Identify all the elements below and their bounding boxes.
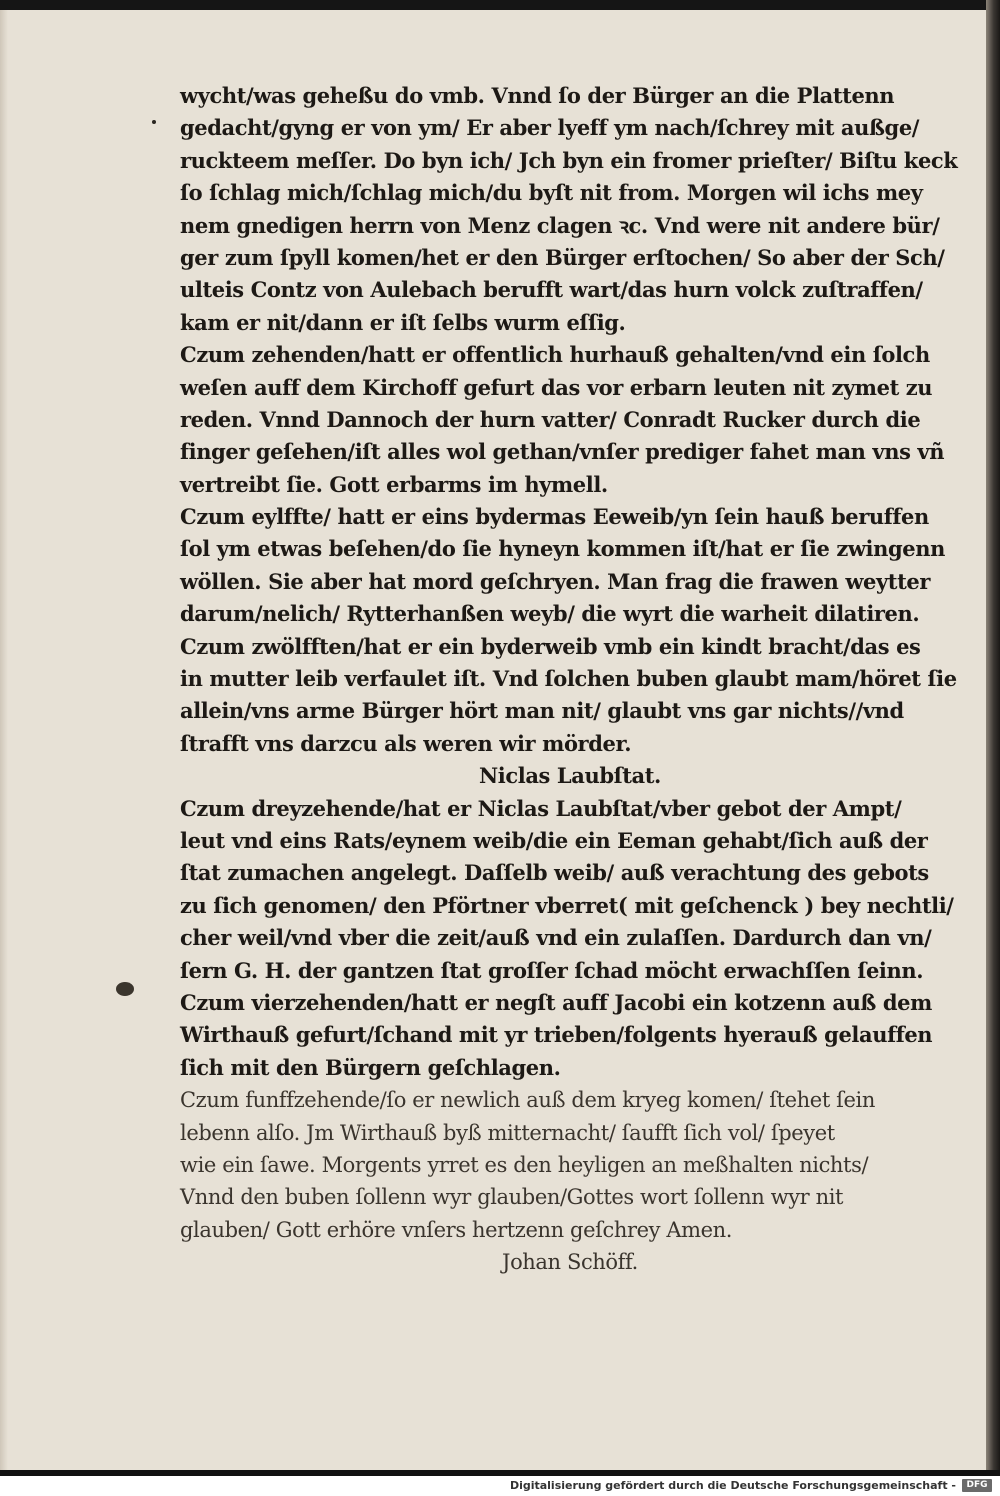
dfg-logo-icon: DFG [962,1479,992,1492]
text-line: Czum vierzehenden/hatt er negſt auff Jacobi ein kotzenn auß dem [180,989,932,1015]
footer-credit: Digitalisierung gefördert durch die Deutsche Forschungsgemeinschaft - [509,1479,956,1492]
text-line: ſich mit den Bürgern geſchlagen. [180,1054,561,1080]
digitization-footer [0,1476,1000,1496]
text-line: Czum eylffte/ hatt er eins bydermas Eeweib/yn ſein hauß beruffen [180,504,929,530]
text-line: wycht/was geheßu do vmb. Vnnd ſo der Bürger an die Plattenn [180,83,895,108]
text-line: vertreibt ſie. Gott erbarms im hymell. [180,471,608,497]
ink-speck [152,120,156,124]
text-line: ſtrafft vns darzcu als weren wir mörder. [180,730,632,756]
text-line: darum/nelich/ Rytterhanßen weyb/ die wyrt die warheit dilatiren. [180,601,920,627]
page-text-block [180,80,980,1278]
text-line: ulteis Contz von Aulebach berufft wart/das hurn volck zuſtraffen/ [180,277,923,303]
text-line: ſtat zumachen angelegt. Daſſelb weib/ auß verachtung des gebots [180,860,929,886]
text-line: ruckteem meſſer. Do byn ich/ Jch byn ein fromer prieſter/ Biſtu keck [180,147,958,173]
text-line: ſol ym etwas beſehen/do ſie hyneyn kommen iſt/hat er ſie zwingenn [180,536,945,562]
text-line: Czum funffzehende/ſo er newlich auß dem kryeg komen/ ſtehet ſein [180,1088,875,1113]
scan-right-edge [986,0,1000,1470]
text-line: Czum dreyzehende/hat er Niclas Laubſtat/vber gebot der Ampt/ [180,795,902,821]
text-line: ſern G. H. der gantzen ſtat groſſer ſchad möcht erwachſſen ſeinn. [180,957,924,983]
text-line: ger zum ſpyll komen/het er den Bürger erſtochen/ So aber der Sch/ [180,244,945,270]
text-line: allein/vns arme Bürger hört man nit/ glaubt vns gar nichts//vnd [180,698,904,724]
text-line: kam er nit/dann er iſt ſelbs wurm eſſig. [180,309,626,335]
ink-blot [116,982,134,996]
text-line: Wirthauß gefurt/ſchand mit yr trieben/folgents hyerauß gelauffen [180,1022,933,1048]
text-line: weſen auff dem Kirchoff gefurt das vor erbarn leuten nit zymet zu [180,374,933,400]
text-line: gedacht/gyng er von ym/ Er aber lyeff ym nach/ſchrey mit außge/ [180,115,920,141]
text-line: Vnnd den buben ſollenn wyr glauben/Gottes wort ſollenn wyr nit [180,1185,844,1210]
text-line: wie ein ſawe. Morgents yrret es den heyligen an meßhalten nichts/ [180,1152,869,1177]
section-heading: Niclas Laubſtat. [479,763,661,789]
text-line: leut vnd eins Rats/eynem weib/die ein Eeman gehabt/ſich auß der [180,827,928,853]
text-line: nem gnedigen herrn von Menz clagen ꝛc. Vnd were nit andere bür/ [180,212,940,238]
text-line: reden. Vnnd Dannoch der hurn vatter/ Conradt Rucker durch die [180,406,921,432]
text-line: cher weil/vnd vber die zeit/auß vnd ein zulaſſen. Dardurch dan vn/ [180,925,932,951]
text-line: finger geſehen/iſt alles wol gethan/vnſer prediger fahet man vns vñ [180,439,945,465]
scan-left-edge [0,10,8,1472]
text-line: wöllen. Sie aber hat mord geſchryen. Man frag die frawen weytter [180,568,931,594]
scan-top-border [0,0,1000,10]
text-line: zu ſich genomen/ den Pförtner vberret( mit geſchenck ) bey nechtli/ [180,892,954,918]
text-line: in mutter leib verfaulet iſt. Vnd ſolchen buben glaubt mam/höret ſie [180,666,957,692]
text-line: Czum zwölfften/hat er ein byderweib vmb ein kindt bracht/das es [180,633,921,659]
text-line: ſo ſchlag mich/ſchlag mich/du byſt nit from. Morgen wil ichs mey [180,180,923,206]
text-line: lebenn alſo. Jm Wirthauß byß mitternacht/ ſaufft ſich vol/ ſpeyet [180,1120,835,1145]
text-line: Czum zehenden/hatt er offentlich hurhauß gehalten/vnd ein ſolch [180,342,930,368]
text-line: glauben/ Gott erhöre vnſers hertzenn geſchrey Amen. [180,1217,733,1242]
signature-line: Johan Schöff. [502,1250,638,1275]
